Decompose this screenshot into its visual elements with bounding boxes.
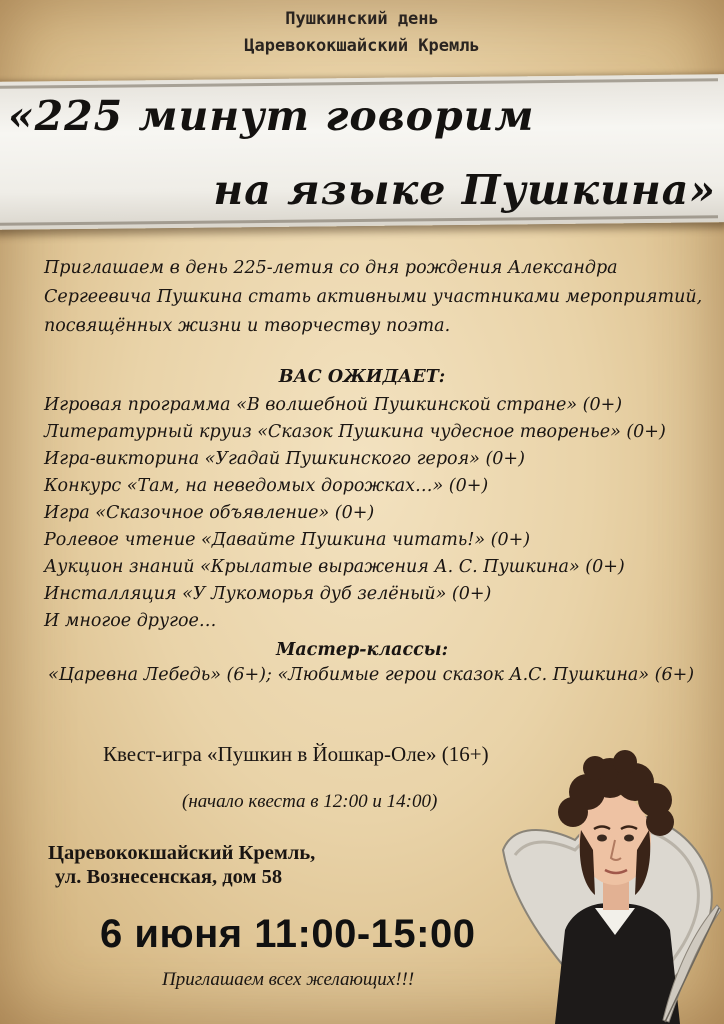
list-item: Инсталляция «У Лукоморья дуб зелёный» (0+) [44, 584, 492, 604]
header-event: Пушкинский день [285, 9, 439, 29]
header [0, 6, 724, 60]
masterclass-items: «Царевна Лебедь» (6+); «Любимые герои сказок А.С. Пушкина» (6+) [48, 665, 695, 685]
masterclass-heading: Мастер-классы: [275, 640, 449, 660]
program-list [44, 392, 704, 635]
banner-bottom-line [0, 215, 718, 226]
list-item: Игра «Сказочное объявление» (0+) [44, 503, 375, 523]
list-item: Конкурс «Там, на неведомых дорожках…» (0+) [44, 476, 489, 496]
venue-address: ул. Вознесенская, дом 58 [55, 866, 283, 888]
list-item: Игровая программа «В волшебной Пушкинской стране» (0+) [44, 395, 623, 415]
list-item: Аукцион знаний «Крылатые выражения А. С. Пушкина» (0+) [44, 557, 625, 577]
list-item: Игра-викторина «Угадай Пушкинского героя» (0+) [44, 449, 525, 469]
event-date-time: 6 июня 11:00-15:00 [100, 912, 476, 956]
intro-text: Приглашаем в день 225-летия со дня рождения Александра Сергеевича Пушкина стать активными участниками мероприятий, посвящённых жизни и творчеству поэта. [44, 258, 703, 336]
header-venue: Царевококшайский Кремль [244, 36, 480, 56]
quest-time: (начало квеста в 12:00 и 14:00) [182, 791, 438, 812]
quest-title: Квест-игра «Пушкин в Йошкар-Оле» (16+) [103, 742, 489, 766]
list-item: И многое другое… [44, 611, 217, 631]
list-item: Ролевое чтение «Давайте Пушкина читать!» (0+) [44, 530, 531, 550]
title-line-1: «225 минут говорим [8, 92, 535, 140]
title-line-2: на языке Пушкина» [213, 166, 716, 214]
banner-top-line [0, 78, 718, 89]
list-item: Литературный круиз «Сказок Пушкина чудесное творенье» (0+) [44, 422, 666, 442]
venue-name: Царевококшайский Кремль, [48, 842, 316, 864]
pushkin-portrait-icon [495, 730, 724, 1024]
expects-heading: ВАС ОЖИДАЕТ: [278, 367, 446, 387]
welcome-text: Приглашаем всех желающих!!! [162, 969, 415, 990]
